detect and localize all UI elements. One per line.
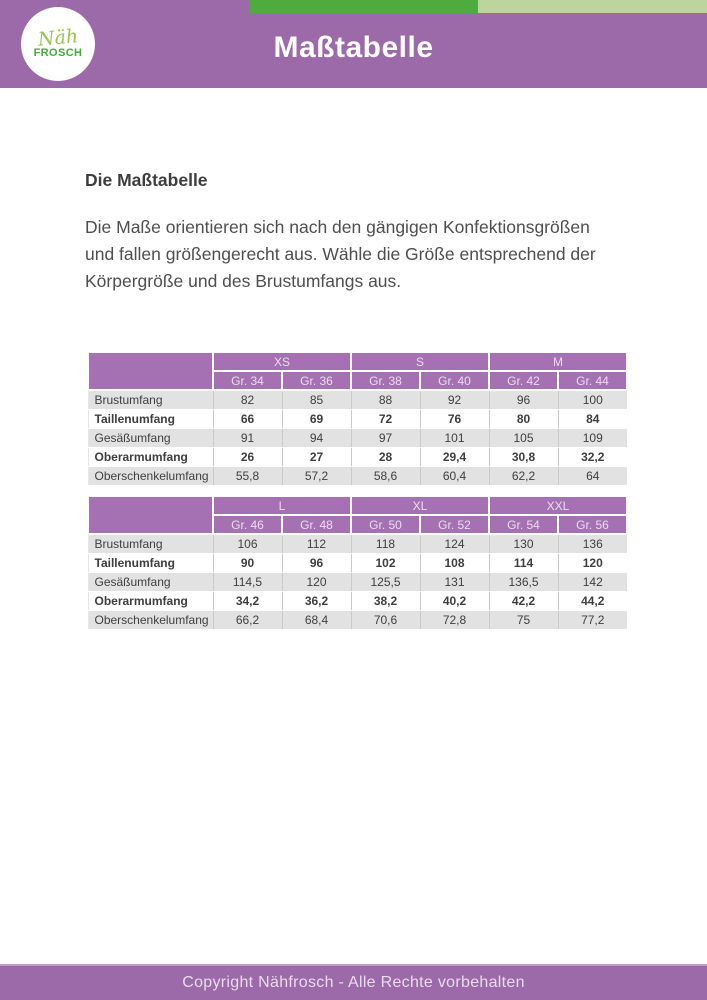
measurement-value: 72: [351, 410, 420, 429]
table-row: [88, 410, 627, 429]
measurement-value: 85: [282, 390, 351, 410]
measurement-value: 120: [282, 573, 351, 592]
measurement-value: 118: [351, 534, 420, 554]
measurement-value: 66,2: [213, 611, 282, 630]
size-table-l-xl-xxl: [87, 495, 628, 630]
measurement-value: 42,2: [489, 592, 558, 611]
size-group-header: XL: [351, 496, 489, 515]
measurement-value: 130: [489, 534, 558, 554]
copyright-text: Copyright Nähfrosch - Alle Rechte vorbehalten: [182, 974, 525, 991]
size-column-header: Gr. 46: [213, 515, 282, 534]
table-row: [88, 534, 627, 554]
corner-cell: [88, 352, 213, 390]
measurement-value: 136: [558, 534, 627, 554]
measurement-label: Gesäßumfang: [88, 573, 213, 592]
corner-cell: [88, 496, 213, 534]
measurement-value: 88: [351, 390, 420, 410]
measurement-value: 142: [558, 573, 627, 592]
measurement-value: 58,6: [351, 467, 420, 486]
measurement-value: 72,8: [420, 611, 489, 630]
measurement-label: Oberarmumfang: [88, 592, 213, 611]
size-group-header: XXL: [489, 496, 627, 515]
measurement-value: 32,2: [558, 448, 627, 467]
measurement-value: 131: [420, 573, 489, 592]
table-row: [88, 467, 627, 486]
size-column-header: Gr. 54: [489, 515, 558, 534]
size-column-header: Gr. 34: [213, 371, 282, 390]
page-title: Maßtabelle: [273, 31, 434, 64]
measurement-value: 101: [420, 429, 489, 448]
measurement-value: 82: [213, 390, 282, 410]
measurement-value: 68,4: [282, 611, 351, 630]
measurement-value: 29,4: [420, 448, 489, 467]
table-row: [88, 429, 627, 448]
measurement-value: 44,2: [558, 592, 627, 611]
measurement-value: 76: [420, 410, 489, 429]
paragraph-line: Körpergröße und des Brustumfangs aus.: [85, 271, 402, 291]
logo-script-text: Näh: [36, 24, 79, 51]
size-column-header: Gr. 48: [282, 515, 351, 534]
size-column-header: Gr. 50: [351, 515, 420, 534]
measurement-label: Gesäßumfang: [88, 429, 213, 448]
page-header: [0, 0, 707, 88]
measurement-label: Brustumfang: [88, 390, 213, 410]
measurement-value: 92: [420, 390, 489, 410]
table-row: [88, 390, 627, 410]
size-group-row: [88, 352, 627, 371]
measurement-value: 112: [282, 534, 351, 554]
table-row: [88, 592, 627, 611]
measurement-value: 28: [351, 448, 420, 467]
size-group-header: XS: [213, 352, 351, 371]
measurement-value: 26: [213, 448, 282, 467]
accent-bar-light-green: [478, 0, 707, 13]
measurement-value: 106: [213, 534, 282, 554]
size-column-header: Gr. 40: [420, 371, 489, 390]
table-row: [88, 611, 627, 630]
measurement-value: 55,8: [213, 467, 282, 486]
size-column-header: Gr. 44: [558, 371, 627, 390]
logo-caps-text: FROSCH: [33, 46, 83, 59]
measurement-value: 108: [420, 554, 489, 573]
paragraph-line: Die Maße orientieren sich nach den gängigen Konfektionsgrößen: [85, 217, 590, 237]
size-column-header: Gr. 56: [558, 515, 627, 534]
intro-paragraph: [85, 214, 645, 295]
size-column-header: Gr. 52: [420, 515, 489, 534]
measurement-value: 60,4: [420, 467, 489, 486]
section-heading: Die Maßtabelle: [85, 170, 208, 190]
measurement-value: 66: [213, 410, 282, 429]
measurement-value: 105: [489, 429, 558, 448]
size-group-header: M: [489, 352, 627, 371]
measurement-value: 36,2: [282, 592, 351, 611]
measurement-value: 75: [489, 611, 558, 630]
size-column-header: Gr. 42: [489, 371, 558, 390]
size-column-header: Gr. 36: [282, 371, 351, 390]
measurement-value: 120: [558, 554, 627, 573]
table-row: [88, 573, 627, 592]
measurement-label: Taillenumfang: [88, 410, 213, 429]
size-group-header: L: [213, 496, 351, 515]
measurement-value: 136,5: [489, 573, 558, 592]
table-row: [88, 554, 627, 573]
measurement-value: 27: [282, 448, 351, 467]
measurement-value: 114: [489, 554, 558, 573]
paragraph-line: und fallen größengerecht aus. Wähle die Größe entsprechend der: [85, 244, 596, 264]
measurement-value: 69: [282, 410, 351, 429]
measurement-value: 70,6: [351, 611, 420, 630]
measurement-value: 38,2: [351, 592, 420, 611]
measurement-value: 90: [213, 554, 282, 573]
measurement-value: 57,2: [282, 467, 351, 486]
measurement-label: Brustumfang: [88, 534, 213, 554]
measurement-value: 62,2: [489, 467, 558, 486]
table-row: [88, 448, 627, 467]
measurement-value: 96: [282, 554, 351, 573]
accent-bar-dark-green: [250, 0, 478, 13]
measurement-label: Oberschenkelumfang: [88, 467, 213, 486]
measurement-value: 100: [558, 390, 627, 410]
measurement-value: 124: [420, 534, 489, 554]
measurement-value: 64: [558, 467, 627, 486]
measurement-value: 94: [282, 429, 351, 448]
size-table-xs-s-m: [87, 351, 628, 486]
measurement-value: 97: [351, 429, 420, 448]
measurement-value: 77,2: [558, 611, 627, 630]
measurement-value: 102: [351, 554, 420, 573]
measurement-label: Oberarmumfang: [88, 448, 213, 467]
measurement-value: 30,8: [489, 448, 558, 467]
size-column-header: Gr. 38: [351, 371, 420, 390]
measurement-value: 40,2: [420, 592, 489, 611]
page-footer: [0, 964, 707, 1000]
measurement-value: 96: [489, 390, 558, 410]
measurement-value: 114,5: [213, 573, 282, 592]
measurement-label: Taillenumfang: [88, 554, 213, 573]
measurement-value: 91: [213, 429, 282, 448]
measurement-value: 80: [489, 410, 558, 429]
measurement-label: Oberschenkelumfang: [88, 611, 213, 630]
measurement-value: 109: [558, 429, 627, 448]
measurement-value: 84: [558, 410, 627, 429]
size-group-header: S: [351, 352, 489, 371]
measurement-value: 34,2: [213, 592, 282, 611]
size-group-row: [88, 496, 627, 515]
measurement-value: 125,5: [351, 573, 420, 592]
